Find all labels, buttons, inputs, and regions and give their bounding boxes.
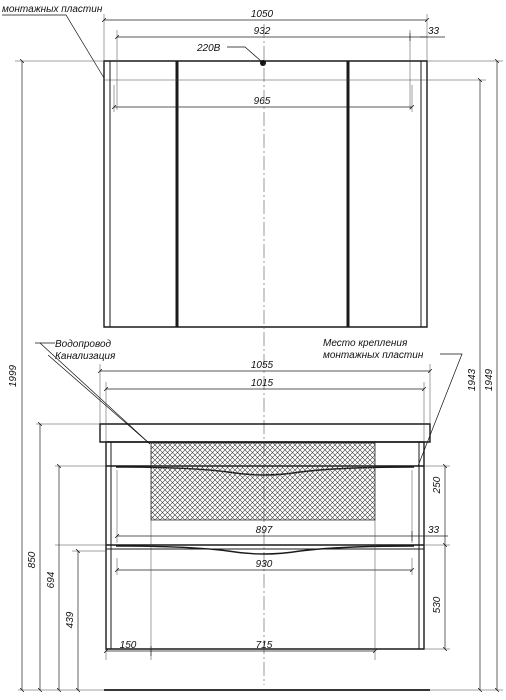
dim-694: 694 (46, 571, 57, 589)
sewer-leader (48, 355, 150, 444)
dim-1943: 1943 (467, 368, 478, 392)
power-leader (227, 47, 261, 61)
dim-1015: 1015 (250, 378, 274, 389)
dim-1949: 1949 (484, 368, 495, 392)
dim-250: 250 (432, 476, 443, 494)
dim-530: 530 (432, 596, 443, 614)
dim-897: 897 (255, 525, 273, 536)
power-label: 220В (197, 43, 221, 54)
mirror-dimensions (2, 4, 445, 112)
mount-label-1: Место крепления (323, 338, 408, 349)
dim-850: 850 (27, 551, 38, 569)
dim-439: 439 (65, 611, 76, 629)
mount-label-2: монтажных пластин (323, 350, 424, 361)
dim-932: 932 (253, 26, 271, 37)
water-label: Водопровод (55, 339, 112, 350)
vanity-countertop (100, 424, 430, 442)
dim-1050: 1050 (250, 9, 274, 20)
dim-33-top: 33 (428, 26, 440, 37)
dim-33-bottom: 33 (428, 525, 440, 536)
dim-150: 150 (119, 640, 137, 651)
dim-715: 715 (255, 640, 273, 651)
dim-965: 965 (253, 96, 271, 107)
vanity-cabinet (100, 424, 430, 649)
mounting-plates-leader-top (2, 15, 104, 78)
overall-height-dimensions (8, 61, 503, 690)
sewer-label: Канализация (55, 351, 116, 362)
dim-1055: 1055 (250, 360, 274, 371)
mounting-plates-label-top: монтажных пластин (2, 4, 103, 15)
dim-1999: 1999 (8, 364, 19, 388)
plumbing-zone-hatch (151, 443, 375, 520)
dim-930: 930 (255, 559, 273, 570)
lower-drawer-handle (116, 546, 414, 554)
